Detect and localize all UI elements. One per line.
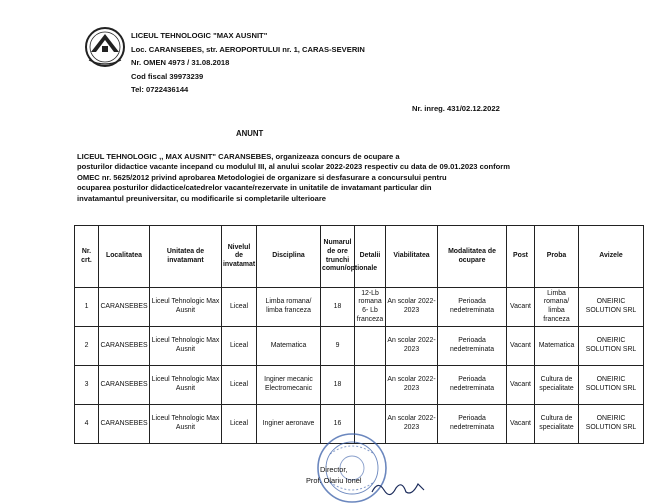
cell-proba: Cultura de specialitate — [535, 366, 579, 405]
cell-proba: Matematica — [535, 327, 579, 366]
header-proba: Proba — [535, 226, 579, 288]
announcement-body — [77, 152, 547, 204]
header-numarul-ore: Numarul de ore trunchi comun/optionale — [321, 226, 355, 288]
school-logo-icon — [84, 24, 126, 70]
director-signature-block — [306, 464, 361, 486]
cell-detalii — [355, 366, 386, 405]
cell-unitatea: Liceul Tehnologic Max Ausnit — [150, 288, 222, 327]
cell-ore: 9 — [321, 327, 355, 366]
cell-unitatea: Liceul Tehnologic Max Ausnit — [150, 405, 222, 444]
document-title: ANUNT — [236, 129, 264, 138]
cell-avizele: ONEIRIC SOLUTION SRL — [579, 288, 644, 327]
header-localitatea: Localitatea — [99, 226, 150, 288]
cell-localitatea: CARANSEBES — [99, 405, 150, 444]
vacancies-table — [74, 225, 644, 444]
header-disciplina: Disciplina — [257, 226, 321, 288]
header-viabilitatea: Viabilitatea — [386, 226, 438, 288]
cell-unitatea: Liceul Tehnologic Max Ausnit — [150, 327, 222, 366]
body-line: invatamantul preuniversitar, cu modificarile si completarile ulterioare — [77, 193, 326, 203]
cell-post: Vacant — [507, 366, 535, 405]
body-line: ocuparea posturilor didactice/catedrelor vacante/rezervate in unitatile de invatamant particular din — [77, 183, 432, 193]
cell-viabilitatea: An scolar 2022-2023 — [386, 288, 438, 327]
header-modalitatea: Modalitatea de ocupare — [438, 226, 507, 288]
cell-detalii — [355, 327, 386, 366]
school-name: LICEUL TEHNOLOGIC "MAX AUSNIT" — [131, 31, 268, 40]
header-detalii: Detalii — [355, 226, 386, 288]
cell-disciplina: Limba romana/ limba franceza — [257, 288, 321, 327]
cell-localitatea: CARANSEBES — [99, 288, 150, 327]
handwritten-signature-icon — [368, 476, 428, 498]
cell-ore: 16 — [321, 405, 355, 444]
school-address: Loc. CARANSEBES, str. AEROPORTULUI nr. 1, CARAS-SEVERIN — [131, 44, 365, 54]
header-avizele: Avizele — [579, 226, 644, 288]
cell-disciplina: Inginer aeronave — [257, 405, 321, 444]
registration-number: Nr. inreg. 431/02.12.2022 — [412, 104, 500, 113]
cell-modalitatea: Perioada nedetreminata — [438, 405, 507, 444]
director-name: Prof. Olariu Ionel — [306, 476, 362, 485]
header-post: Post — [507, 226, 535, 288]
body-line: OMEC nr. 5625/2012 privind aprobarea Metodologiei de organizare si desfasurare a concursului pentru — [77, 172, 447, 182]
cell-nr: 3 — [75, 366, 99, 405]
cell-nivelul: Liceal — [222, 327, 257, 366]
body-line: posturilor didactice vacante incepand cu modulul III, al anului scolar 2022-2023 respectiv cu data de 09.01.2023 conform — [77, 162, 511, 172]
cell-avizele: ONEIRIC SOLUTION SRL — [579, 405, 644, 444]
header-nivelul: Nivelul de invatamat — [222, 226, 257, 288]
cell-post: Vacant — [507, 288, 535, 327]
cell-viabilitatea: An scolar 2022-2023 — [386, 327, 438, 366]
cell-viabilitatea: An scolar 2022-2023 — [386, 366, 438, 405]
cell-modalitatea: Perioada nedetreminata — [438, 366, 507, 405]
table-header-row — [75, 226, 644, 288]
cell-post: Vacant — [507, 327, 535, 366]
header-nr-crt: Nr. crt. — [75, 226, 99, 288]
table-row — [75, 288, 644, 327]
fiscal-code: Cod fiscal 39973239 — [131, 71, 204, 81]
table-row — [75, 366, 644, 405]
cell-nivelul: Liceal — [222, 288, 257, 327]
cell-disciplina: Matematica — [257, 327, 321, 366]
cell-proba: Cultura de specialitate — [535, 405, 579, 444]
cell-unitatea: Liceul Tehnologic Max Ausnit — [150, 366, 222, 405]
cell-modalitatea: Perioada nedetreminata — [438, 288, 507, 327]
cell-post: Vacant — [507, 405, 535, 444]
cell-modalitatea: Perioada nedetreminata — [438, 327, 507, 366]
cell-nr: 2 — [75, 327, 99, 366]
cell-localitatea: CARANSEBES — [99, 366, 150, 405]
cell-nivelul: Liceal — [222, 366, 257, 405]
cell-avizele: ONEIRIC SOLUTION SRL — [579, 366, 644, 405]
cell-nr: 4 — [75, 405, 99, 444]
cell-viabilitatea: An scolar 2022-2023 — [386, 405, 438, 444]
cell-ore: 18 — [321, 366, 355, 405]
cell-avizele: ONEIRIC SOLUTION SRL — [579, 327, 644, 366]
header-unitatea: Unitatea de invatamant — [150, 226, 222, 288]
cell-disciplina: Inginer mecanic Electromecanic — [257, 366, 321, 405]
director-role: Director, — [319, 465, 348, 474]
cell-detalii: 12-Lb romana 6- Lb franceza — [355, 288, 386, 327]
cell-localitatea: CARANSEBES — [99, 327, 150, 366]
cell-ore: 18 — [321, 288, 355, 327]
table-row — [75, 327, 644, 366]
school-header — [131, 29, 365, 97]
cell-nivelul: Liceal — [222, 405, 257, 444]
cell-nr: 1 — [75, 288, 99, 327]
phone-number: Tel: 0722436144 — [131, 85, 189, 95]
omen-number: Nr. OMEN 4973 / 31.08.2018 — [131, 58, 230, 68]
cell-proba: Limba romana/ limba franceza — [535, 288, 579, 327]
body-line: LICEUL TEHNOLOGIC ,, MAX AUSNIT" CARANSEBES, organizeaza concurs de ocupare a — [77, 152, 400, 161]
